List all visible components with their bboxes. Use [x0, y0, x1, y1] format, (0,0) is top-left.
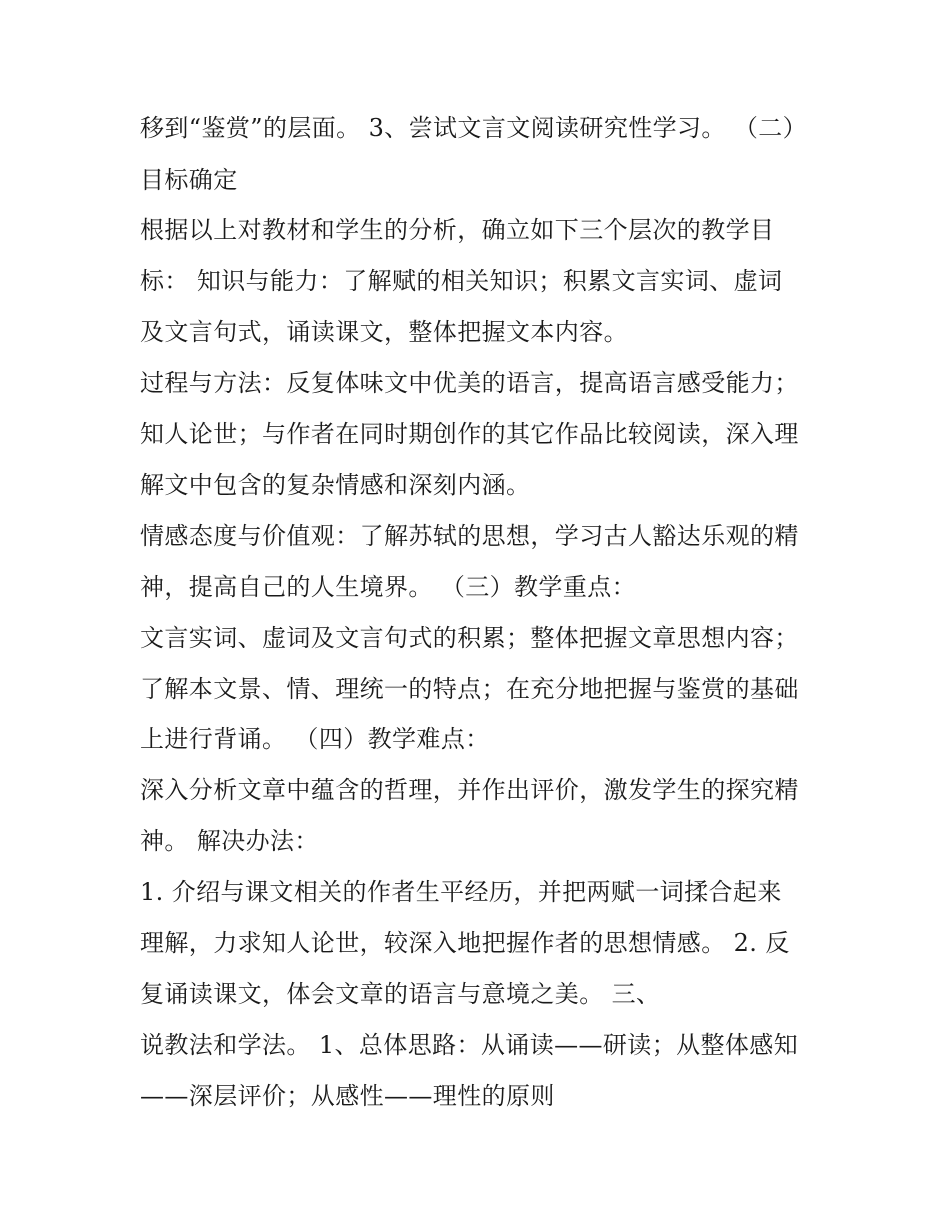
text-line: 及文言句式，诵读课文，整体把握文本内容。: [140, 318, 628, 346]
text-line: 神，提高自己的人生境界。 （三）教学重点：: [140, 573, 637, 601]
text-line: 目标确定: [140, 166, 238, 194]
text-line: 知人论世；与作者在同时期创作的其它作品比较阅读，深入理: [140, 420, 799, 448]
text-line: 说教法和学法。 1、总体思路：从诵读——研读；从整体感知: [140, 1031, 799, 1059]
text-line: 根据以上对教材和学生的分析，确立如下三个层次的教学目: [140, 216, 775, 244]
text-line: 理解，力求知人论世，较深入地把握作者的思想情感。 2. 反: [140, 929, 790, 957]
text-line: 移到“鉴赏”的层面。 3、尝试文言文阅读研究性学习。 （二）: [140, 114, 808, 142]
text-line: 1. 介绍与课文相关的作者生平经历，并把两赋一词揉合起来: [140, 878, 782, 906]
text-line: 了解本文景、情、理统一的特点；在充分地把握与鉴赏的基础: [140, 675, 799, 703]
text-line: 标： 知识与能力：了解赋的相关知识；积累文言实词、虚词: [140, 267, 783, 295]
text-line: 上进行背诵。 （四）教学难点：: [140, 725, 490, 753]
text-line: 深入分析文章中蕴含的哲理，并作出评价，激发学生的探究精: [140, 776, 799, 804]
text-line: 文言实词、虚词及文言句式的积累；整体把握文章思想内容；: [140, 624, 799, 652]
text-line: 神。 解决办法：: [140, 827, 319, 855]
text-line: 复诵读课文，体会文章的语言与意境之美。 三、: [140, 980, 661, 1008]
text-line: 情感态度与价值观：了解苏轼的思想，学习古人豁达乐观的精: [140, 522, 799, 550]
text-line: 过程与方法：反复体味文中优美的语言，提高语言感受能力；: [140, 369, 799, 397]
text-line: ——深层评价；从感性——理性的原则: [140, 1082, 555, 1110]
text-line: 解文中包含的复杂情感和深刻内涵。: [140, 471, 531, 499]
